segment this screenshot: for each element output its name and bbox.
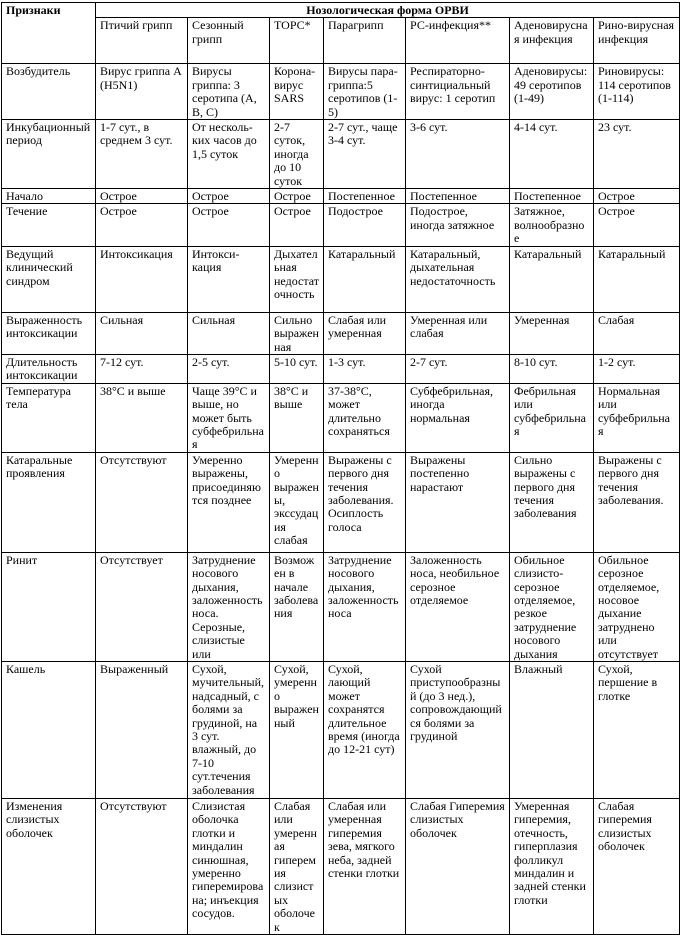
table-cell: 5-10 сут. <box>270 354 324 383</box>
form-header-cell: РС-инфекция** <box>406 18 510 64</box>
row-label: Кашель <box>2 662 96 799</box>
table-cell: Острое <box>594 204 680 246</box>
table-cell: Сухой, лающий может сохранятся длительное время (иногда до 12-21 сут) <box>324 662 406 799</box>
table-cell: Сильная <box>96 312 188 354</box>
table-cell: От несколь-ких часов до 1,5 суток <box>188 120 270 189</box>
table-row <box>2 189 680 204</box>
table-cell: Острое <box>594 189 680 204</box>
table-cell: Слабая или умеренная гиперемия слизистых оболочек <box>270 799 324 935</box>
table-cell: Вирус гриппа А (H5N1) <box>96 64 188 120</box>
table-cell: Слабая гиперемия слизистых оболочек <box>594 799 680 935</box>
table-cell: Затруднение носового дыхания, заложенность носа <box>324 552 406 661</box>
table-cell: Постепенное <box>406 189 510 204</box>
row-label: Температура тела <box>2 383 96 452</box>
table-cell: Постепенное <box>324 189 406 204</box>
form-header-cell: Парагрипп <box>324 18 406 64</box>
table-cell: 2-7 суток, иногда до 10 суток <box>270 120 324 189</box>
table-cell: Сухой, мучительный, надсадный, с болями за грудиной, на 3 сут. влажный, до 7-10 сут.течения заболевания <box>188 662 270 799</box>
table-row <box>2 799 680 935</box>
table-cell: Выражены с первого дня течения заболевания. <box>594 452 680 552</box>
table-cell: Слабая <box>594 312 680 354</box>
table-row <box>2 312 680 354</box>
table-cell: 3-6 сут. <box>406 120 510 189</box>
table-cell: Затруднение носового дыхания, заложенность носа. Серозные, слизистые или <box>188 552 270 661</box>
table-cell: 38°С и выше <box>96 383 188 452</box>
header-signs: Признаки <box>2 3 96 64</box>
form-header-cell: ТОРС* <box>270 18 324 64</box>
table-cell: Умеренно выражены, экссудация слабая <box>270 452 324 552</box>
header-row-1 <box>2 3 680 18</box>
table-cell: Отсутствуют <box>96 452 188 552</box>
table-row <box>2 120 680 189</box>
table-cell: Выражены постепенно нарастают <box>406 452 510 552</box>
row-label: Начало <box>2 189 96 204</box>
form-header-cell: Аденовирусная инфекция <box>510 18 594 64</box>
row-label: Течение <box>2 204 96 246</box>
table-cell: Обильное серозное отделяемое, носовое дыхание затруднено или отсутствует <box>594 552 680 661</box>
table-cell: Риновирусы: 114 серотипов (1-114) <box>594 64 680 120</box>
table-cell: 7-12 сут. <box>96 354 188 383</box>
table-cell: Отсутствуют <box>96 799 188 935</box>
table-cell: 37-38°С, может длительно сохраняться <box>324 383 406 452</box>
table-cell: 2-7 сут., чаще 3-4 сут. <box>324 120 406 189</box>
table-cell: Умеренная или слабая <box>406 312 510 354</box>
table-cell: 1-3 сут. <box>324 354 406 383</box>
form-header-cell: Сезонный грипп <box>188 18 270 64</box>
table-cell: Острое <box>96 189 188 204</box>
table-cell: Слабая или умеренная гиперемия зева, мягкого неба, задней стенки глотки <box>324 799 406 935</box>
row-label: Катаральные проявления <box>2 452 96 552</box>
table-cell: Аденовирусы: 49 серотипов (1-49) <box>510 64 594 120</box>
table-cell: Влажный <box>510 662 594 799</box>
table-cell: Катаральный, дыхательная недостаточность <box>406 246 510 312</box>
table-cell: Подострое <box>324 204 406 246</box>
table-cell: Чаще 39°С и выше, но может быть субфебрильная <box>188 383 270 452</box>
table-cell: Сильно выраженная <box>270 312 324 354</box>
table-cell: Сухой, умеренно выраженный <box>270 662 324 799</box>
row-label: Ринит <box>2 552 96 661</box>
table-cell: 23 сут. <box>594 120 680 189</box>
table-cell: Отсутствует <box>96 552 188 661</box>
header-nosological-form: Нозологическая форма ОРВИ <box>96 3 680 18</box>
header-row-2 <box>2 18 680 64</box>
table-cell: Острое <box>270 204 324 246</box>
table-cell: Сухой, першение в глотке <box>594 662 680 799</box>
table-row <box>2 452 680 552</box>
table-row <box>2 246 680 312</box>
table-cell: Умеренно выражены, присоединяются позднее <box>188 452 270 552</box>
table-cell: Затяжное, волнообразное <box>510 204 594 246</box>
table-row <box>2 662 680 799</box>
row-label: Возбудитель <box>2 64 96 120</box>
table-cell: Умеренная гиперемия, отечность, гиперплазия фолликул миндалин и задней стенки глотки <box>510 799 594 935</box>
table-cell: Острое <box>188 189 270 204</box>
table-cell: Сухой приступообразный (до 3 нед.), сопровождающийся болями за грудиной <box>406 662 510 799</box>
table-cell: Корона-вирус SARS <box>270 64 324 120</box>
table-cell: Интокси-кация <box>188 246 270 312</box>
table-cell: Подострое, иногда затяжное <box>406 204 510 246</box>
table-row <box>2 383 680 452</box>
table-cell: Обильное слизисто-серозное отделяемое, резкое затруднение носового дыхания <box>510 552 594 661</box>
table-cell: Субфебрильная, иногда нормальная <box>406 383 510 452</box>
table-cell: 2-5 сут. <box>188 354 270 383</box>
table-cell: Постепенное <box>510 189 594 204</box>
table-cell: Катаральный <box>594 246 680 312</box>
table-cell: 4-14 сут. <box>510 120 594 189</box>
table-cell: 1-7 сут., в среднем 3 сут. <box>96 120 188 189</box>
row-label: Длительность интоксикации <box>2 354 96 383</box>
table-cell: Интоксикация <box>96 246 188 312</box>
row-label: Инкубационный период <box>2 120 96 189</box>
table-cell: Острое <box>96 204 188 246</box>
table-cell: Слизистая оболочка глотки и миндалин синюшная, умеренно гиперемирована; инъекция сосудов. <box>188 799 270 935</box>
row-label: Изменения слизистых оболочек <box>2 799 96 935</box>
form-header-cell: Рино-вирусная инфекция <box>594 18 680 64</box>
table-cell: Слабая Гиперемия слизистых оболочек <box>406 799 510 935</box>
table-cell: Заложенность носа, необильное серозное отделяемое <box>406 552 510 661</box>
table-cell: Катаральный <box>510 246 594 312</box>
row-label: Ведущий клинический синдром <box>2 246 96 312</box>
table-cell: 2-7 сут. <box>406 354 510 383</box>
row-label: Выраженность интоксикации <box>2 312 96 354</box>
table-cell: Фебрильная или субфебрильная <box>510 383 594 452</box>
table-cell: 38°С и выше <box>270 383 324 452</box>
table-cell: Нормальная или субфебрильная <box>594 383 680 452</box>
table-row <box>2 64 680 120</box>
table-cell: Дыхательная недостаточность <box>270 246 324 312</box>
table-cell: Острое <box>188 204 270 246</box>
table-cell: Выраженный <box>96 662 188 799</box>
table-cell: 8-10 сут. <box>510 354 594 383</box>
arvi-comparison-table <box>1 2 680 935</box>
table-cell: Катаральный <box>324 246 406 312</box>
table-row <box>2 204 680 246</box>
table-cell: Сильная <box>188 312 270 354</box>
table-cell: Возможен в начале заболевания <box>270 552 324 661</box>
table-cell: Умеренная <box>510 312 594 354</box>
table-row <box>2 354 680 383</box>
table-cell: Вирусы гриппа: 3 серотипа (А, В, С) <box>188 64 270 120</box>
table-cell: Выражены с первого дня течения заболевания. Осиплость голоса <box>324 452 406 552</box>
table-cell: Респираторно-синтициальный вирус: 1 серотип <box>406 64 510 120</box>
table-row <box>2 552 680 661</box>
table-cell: Слабая или умеренная <box>324 312 406 354</box>
table-cell: Сильно выражены с первого дня течения заболевания <box>510 452 594 552</box>
table-cell: 1-2 сут. <box>594 354 680 383</box>
table-cell: Острое <box>270 189 324 204</box>
table-body <box>2 64 680 935</box>
table-cell: Вирусы пара-гриппа:5 серотипов (1-5) <box>324 64 406 120</box>
form-header-cell: Птичий грипп <box>96 18 188 64</box>
